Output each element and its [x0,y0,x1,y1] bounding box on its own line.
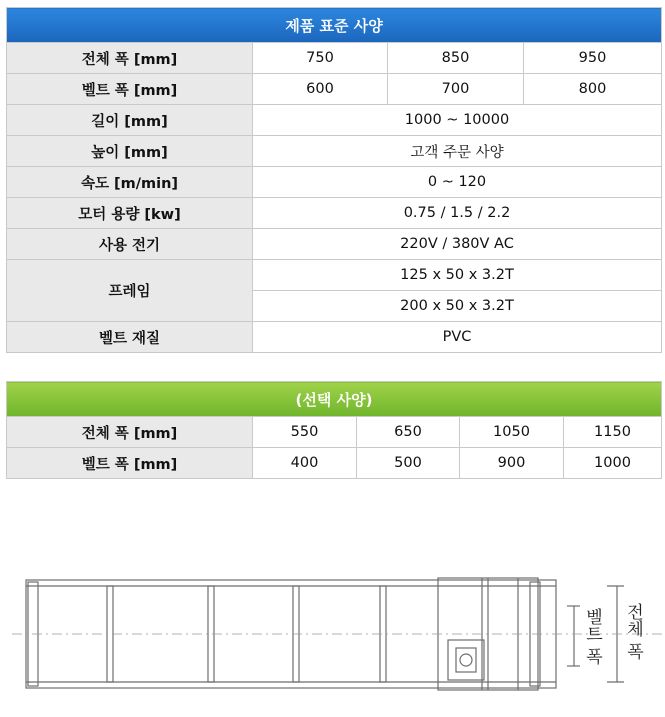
option-value: 1150 [564,417,662,448]
standard-spec-table [6,7,662,353]
spec-value: 850 [388,43,524,74]
optional-spec-table [6,381,662,479]
conveyor-top-view-drawing [12,568,662,708]
optional-spec-title: (선택 사양) [7,382,662,417]
option-value: 650 [357,417,460,448]
option-value: 900 [460,448,564,479]
standard-spec-title: 제품 표준 사양 [7,8,662,43]
total-width-label: 전체 폭 [623,603,643,660]
option-label-belt-width: 벨트 폭 [mm] [7,448,253,479]
spec-value-frame: 125 x 50 x 3.2T [253,260,662,291]
option-value: 400 [253,448,357,479]
spec-label-power: 사용 전기 [7,229,253,260]
spec-value-motor: 0.75 / 1.5 / 2.2 [253,198,662,229]
spec-label-belt-width: 벨트 폭 [mm] [7,74,253,105]
spec-label-motor: 모터 용량 [kw] [7,198,253,229]
spec-value-height: 고객 주문 사양 [253,136,662,167]
spec-label-length: 길이 [mm] [7,105,253,136]
spec-label-speed: 속도 [m/min] [7,167,253,198]
motor-unit [448,640,484,680]
option-label-total-width: 전체 폭 [mm] [7,417,253,448]
spec-value-speed: 0 ~ 120 [253,167,662,198]
spec-label-frame: 프레임 [7,260,253,322]
spec-value-frame: 200 x 50 x 3.2T [253,291,662,322]
spec-label-height: 높이 [mm] [7,136,253,167]
spec-label-belt-material: 벨트 재질 [7,322,253,353]
option-value: 550 [253,417,357,448]
spec-value: 800 [524,74,662,105]
spec-value-length: 1000 ~ 10000 [253,105,662,136]
spec-value-power: 220V / 380V AC [253,229,662,260]
belt-width-label: 벨트 폭 [582,608,602,665]
spec-value-belt-material: PVC [253,322,662,353]
spec-value: 950 [524,43,662,74]
spec-value: 750 [253,43,388,74]
spec-value: 700 [388,74,524,105]
option-value: 1000 [564,448,662,479]
option-value: 500 [357,448,460,479]
spec-label-total-width: 전체 폭 [mm] [7,43,253,74]
spec-value: 600 [253,74,388,105]
option-value: 1050 [460,417,564,448]
